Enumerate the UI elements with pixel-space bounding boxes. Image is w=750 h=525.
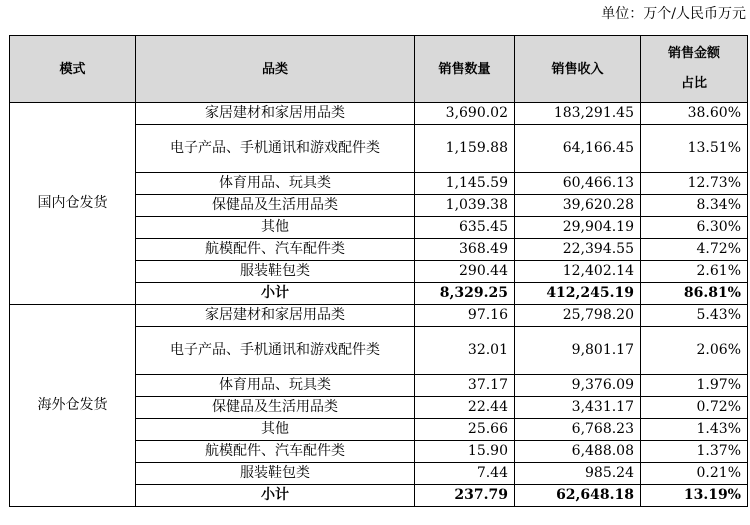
quantity-cell: 32.01 [415, 327, 515, 375]
category-cell: 保健品及生活用品类 [136, 195, 415, 217]
share-cell: 5.43% [641, 305, 748, 327]
share-cell: 0.21% [641, 463, 748, 485]
revenue-cell: 60,466.13 [515, 173, 641, 195]
subtotal-quantity: 237.79 [415, 485, 515, 507]
category-cell: 电子产品、手机通讯和游戏配件类 [136, 125, 415, 173]
share-cell: 2.06% [641, 327, 748, 375]
quantity-cell: 1,159.88 [415, 125, 515, 173]
revenue-cell: 25,798.20 [515, 305, 641, 327]
share-cell: 2.61% [641, 261, 748, 283]
subtotal-share: 13.19% [641, 485, 748, 507]
quantity-cell: 3,690.02 [415, 103, 515, 125]
subtotal-share: 86.81% [641, 283, 748, 305]
revenue-cell: 29,904.19 [515, 217, 641, 239]
header-share-line2: 占比 [680, 76, 707, 91]
category-cell: 保健品及生活用品类 [136, 397, 415, 419]
category-cell: 体育用品、玩具类 [136, 375, 415, 397]
mode-cell-domestic: 国内仓发货 [10, 103, 136, 305]
revenue-cell: 6,488.08 [515, 441, 641, 463]
table-row [10, 103, 748, 125]
share-cell: 13.51% [641, 125, 748, 173]
quantity-cell: 290.44 [415, 261, 515, 283]
subtotal-label: 小计 [136, 283, 415, 305]
revenue-cell: 12,402.14 [515, 261, 641, 283]
share-cell: 12.73% [641, 173, 748, 195]
category-cell: 其他 [136, 217, 415, 239]
revenue-cell: 183,291.45 [515, 103, 641, 125]
quantity-cell: 1,039.38 [415, 195, 515, 217]
header-quantity: 销售数量 [415, 36, 515, 103]
share-cell: 38.60% [641, 103, 748, 125]
revenue-cell: 3,431.17 [515, 397, 641, 419]
subtotal-quantity: 8,329.25 [415, 283, 515, 305]
header-share [641, 36, 748, 103]
quantity-cell: 368.49 [415, 239, 515, 261]
quantity-cell: 25.66 [415, 419, 515, 441]
share-cell: 4.72% [641, 239, 748, 261]
table-row [10, 305, 748, 327]
category-cell: 航模配件、汽车配件类 [136, 239, 415, 261]
subtotal-label: 小计 [136, 485, 415, 507]
share-cell: 1.43% [641, 419, 748, 441]
share-cell: 0.72% [641, 397, 748, 419]
revenue-cell: 22,394.55 [515, 239, 641, 261]
table-header-row [10, 36, 748, 103]
revenue-cell: 64,166.45 [515, 125, 641, 173]
quantity-cell: 635.45 [415, 217, 515, 239]
share-cell: 1.97% [641, 375, 748, 397]
revenue-cell: 985.24 [515, 463, 641, 485]
category-cell: 电子产品、手机通讯和游戏配件类 [136, 327, 415, 375]
category-cell: 其他 [136, 419, 415, 441]
quantity-cell: 15.90 [415, 441, 515, 463]
header-category: 品类 [136, 36, 415, 103]
category-cell: 家居建材和家居用品类 [136, 305, 415, 327]
category-cell: 体育用品、玩具类 [136, 173, 415, 195]
share-cell: 8.34% [641, 195, 748, 217]
revenue-cell: 9,376.09 [515, 375, 641, 397]
header-share-line1: 销售金额 [667, 46, 720, 61]
quantity-cell: 97.16 [415, 305, 515, 327]
share-cell: 6.30% [641, 217, 748, 239]
quantity-cell: 1,145.59 [415, 173, 515, 195]
quantity-cell: 37.17 [415, 375, 515, 397]
unit-note: 单位：万个/人民币万元 [601, 6, 746, 22]
revenue-cell: 6,768.23 [515, 419, 641, 441]
category-cell: 航模配件、汽车配件类 [136, 441, 415, 463]
subtotal-revenue: 412,245.19 [515, 283, 641, 305]
category-cell: 服装鞋包类 [136, 261, 415, 283]
header-mode: 模式 [10, 36, 136, 103]
category-cell: 家居建材和家居用品类 [136, 103, 415, 125]
revenue-cell: 9,801.17 [515, 327, 641, 375]
revenue-cell: 39,620.28 [515, 195, 641, 217]
quantity-cell: 7.44 [415, 463, 515, 485]
mode-cell-overseas: 海外仓发货 [10, 305, 136, 507]
quantity-cell: 22.44 [415, 397, 515, 419]
share-cell: 1.37% [641, 441, 748, 463]
header-revenue: 销售收入 [515, 36, 641, 103]
sales-table [9, 35, 748, 507]
subtotal-revenue: 62,648.18 [515, 485, 641, 507]
category-cell: 服装鞋包类 [136, 463, 415, 485]
